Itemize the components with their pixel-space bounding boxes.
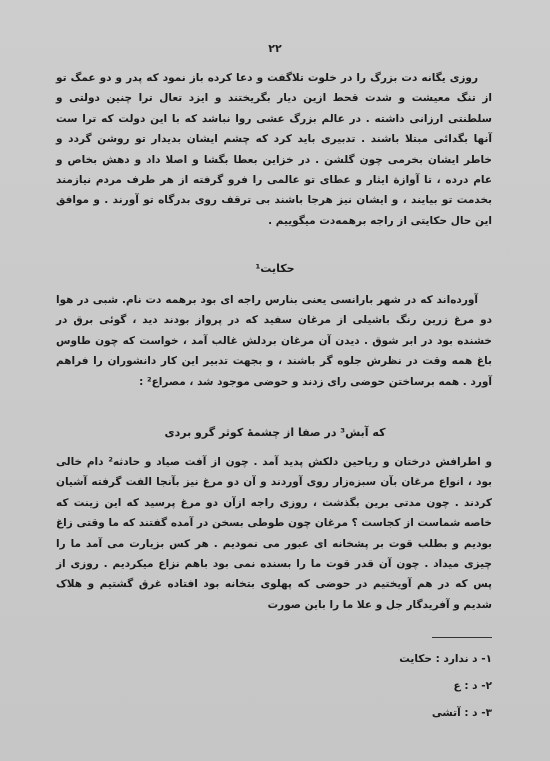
paragraph-2-text: آورده‌اند که در شهر بارانسی یعنی بنارس راجه ای بود برهمه دت نام. شبی در هوا دو مرغ زرین رنگ باشیلی از مرغان سفید که در پرواز بودند دید ، گوئی برق در خشنده بود در ابر شوق . دیدن آن مرغان بردلش غالب آمد ، خواست که چون طاوس باغ همه وقت در نظرش جلوه گر باشند ، و بجهت تدبیر این کار دانشوران را فراهم آورد . همه برساختن حوضی رای زدند و حوضی موجود شد ، مصراع² : [56, 294, 492, 388]
footnote-divider [432, 637, 492, 638]
footnotes [399, 646, 492, 727]
paragraph-1 [56, 68, 492, 231]
verse-line: که آبش³ در صفا از چشمهٔ کوثر گرو بردی [164, 426, 386, 439]
paragraph-3-text: و اطرافش درختان و ریاحین دلکش پدید آمد . چون از آفت صیاد و حادثه² دام خالی بود ، انواع مرغان بآن سبزه‌زار روی آوردند و آن دو مرغ نیز بآنجا الفت گرفته آشیان کردند . چون مدتی برین بگذشت ، روزی راجه ازآن دو مرغ پرسید که این زینت که خاصه شماست از کجاست ؟ مرغان چون طوطی بسخن در آمده گفتند که ما وقتی زاغ بودیم و بطلب قوت بر پشخانه ای عبور می نمودیم . هر کس بزیارت می آمد ما را چیزی میداد . چون آن قدر قوت ما را بسنده نمی بود باهم نزاع میکردیم . روزی از پس که در هم آویختیم در حوضی که پهلوی بتخانه بود افتاده غرق گشتیم و هلاک شدیم و آفریدگار جل و علا ما را باین صورت [56, 456, 492, 611]
paragraph-3 [56, 452, 492, 615]
paragraph-1-text: روزی یگانه دت بزرگ را در خلوت تلاگفت و دعا کرده باز نمود که پدر و دو عمگ تو از تنگ معیشت و شدت قحط ازین دیار بگریختند و ایزد تعال ترا چنین دولتی و سلطنتی ارزانی داشته . در عالم بزرگ عشی روا نباشد که با این دولت که ترا ست آنها بگدائی مبتلا باشند . تدبیری باید کرد که چشم ایشان بدیدار تو روشن گردد و خاطر ایشان بخرمی چون گلشن . در خزاین بعطا بگشا و اصلا داد و دهش بخاص و عام درده ، تا آوازة ایثار و عطای تو عالمی را فرو گرفته از هر طرف مردم نیازمند بخدمت تو بیایند ، و ایشان نیز هرجا باشند بی ترقف روی بدرگاه تو آورند . و موافق این حال حکایتی از راجه برهمه‌دت میگوییم . [56, 72, 492, 227]
footnote-1: ۱- د ندارد : حکایت [399, 653, 492, 665]
page-number: ۲۲ [268, 42, 282, 55]
footnote-2: ۲- د : ع [453, 680, 492, 692]
footnote-3: ۳- د : آتشی [431, 707, 492, 719]
section-heading: حکایت¹ [255, 262, 295, 275]
paragraph-2 [56, 290, 492, 392]
